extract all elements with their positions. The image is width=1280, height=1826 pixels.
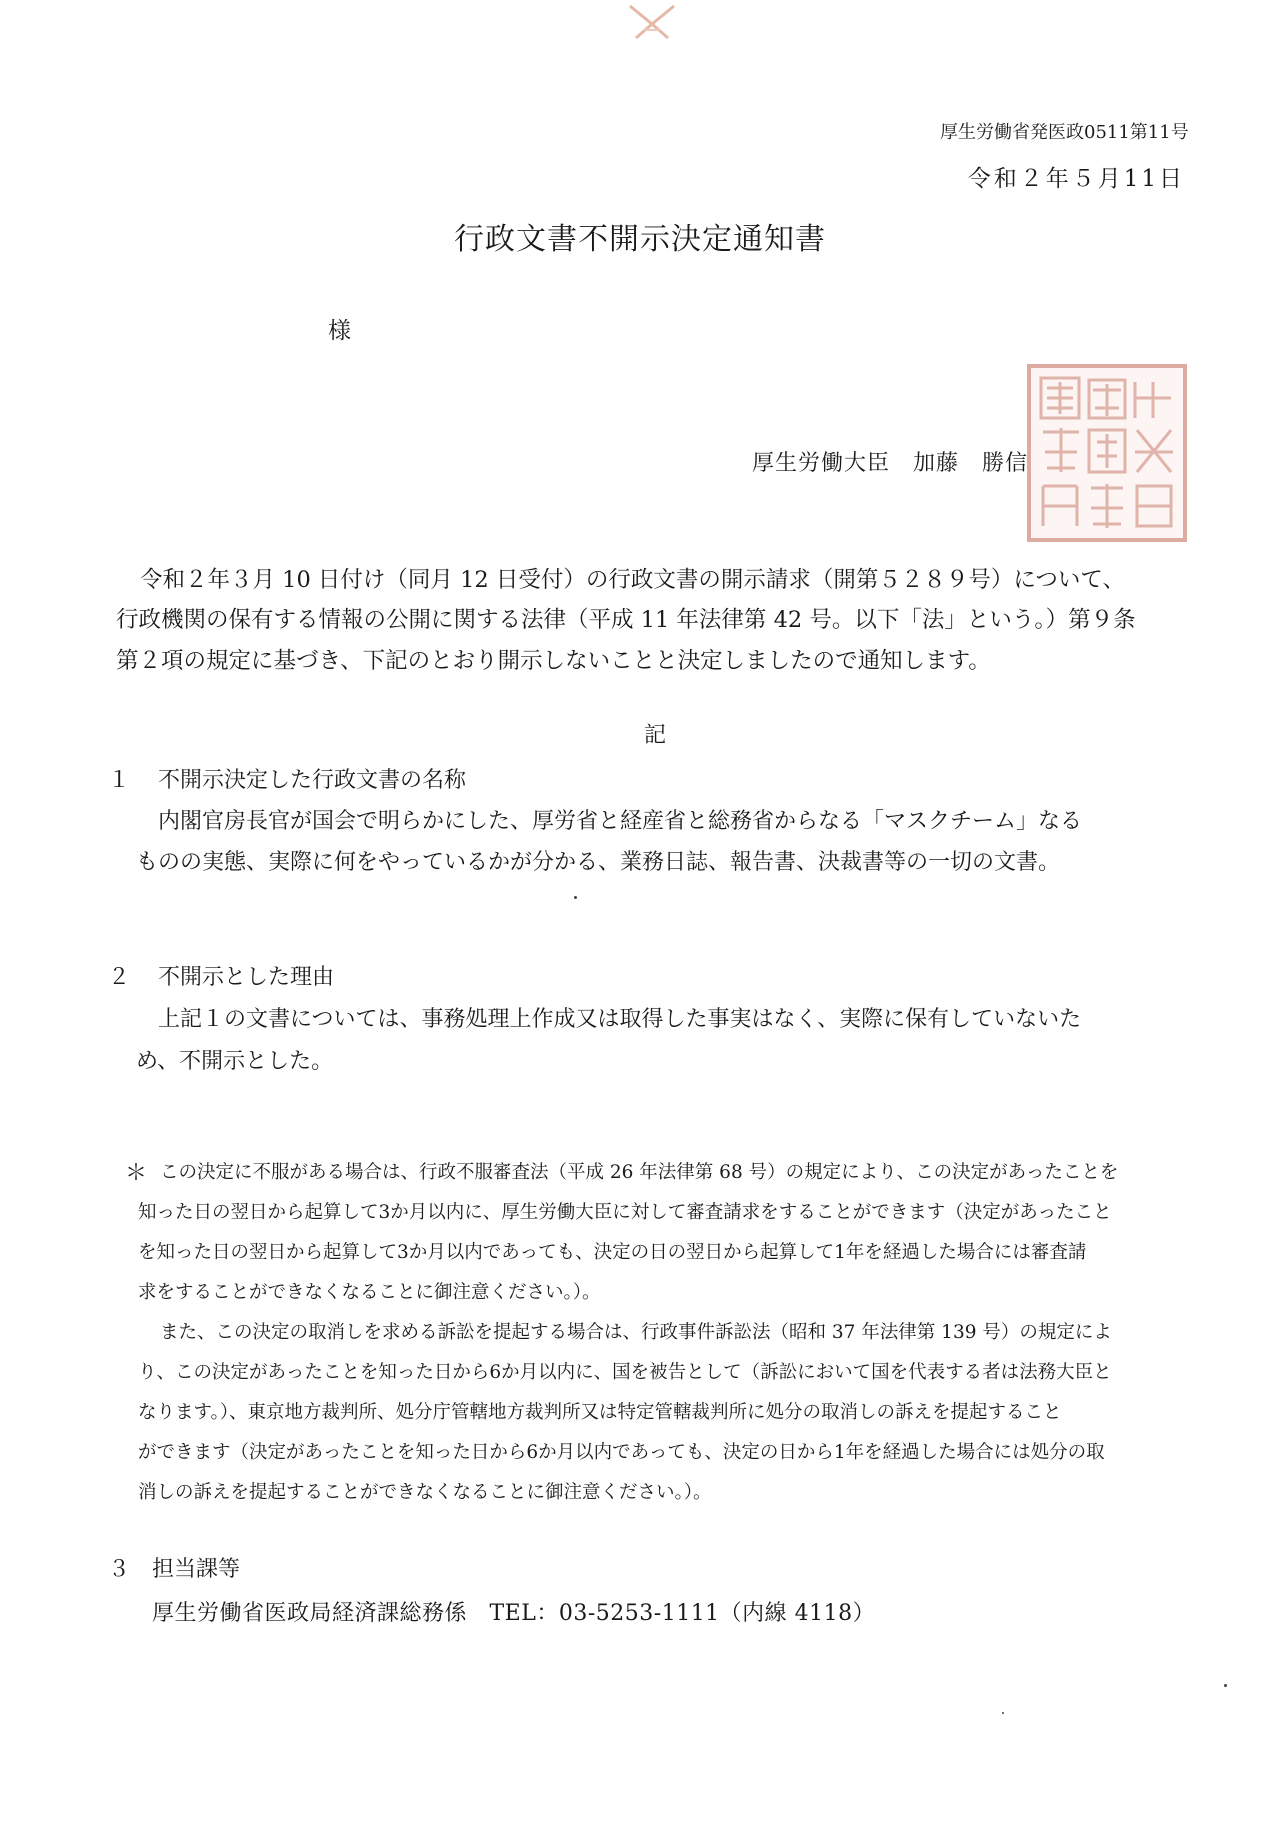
top-mark: [622, 0, 682, 42]
section-1-number: １: [108, 768, 131, 793]
intro-line-3: 第２項の規定に基づき、下記のとおり開示しないことと決定しましたので通知します。: [116, 648, 991, 674]
document-number: 厚生労働省発医政0511第11号: [940, 122, 1189, 143]
note-line-7: なります。）、東京地方裁判所、処分庁管轄地方裁判所又は特定管轄裁判所に処分の取消しの訴えを提起すること: [138, 1402, 1062, 1423]
official-seal: [1027, 364, 1187, 542]
section-1-heading: 不開示決定した行政文書の名称: [158, 768, 467, 793]
intro-line-2: 行政機関の保有する情報の公開に関する法律（平成 11 年法律第 42 号。以下「法」という。）第９条: [116, 607, 1136, 633]
section-1-line-2: ものの実態、実際に何をやっているかが分かる、業務日誌、報告書、決裁書等の一切の文書。: [136, 850, 1061, 875]
section-2-heading: 不開示とした理由: [158, 965, 335, 990]
note-line-3: を知った日の翌日から起算して3か月以内であっても、決定の日の翌日から起算して1年を経過した場合には審査請: [138, 1242, 1087, 1263]
note-line-5: また、この決定の取消しを求める訴訟を提起する場合は、行政事件訴訟法（昭和 37 年法律第 139 号）の規定によ: [160, 1322, 1112, 1343]
sender-name: 厚生労働大臣 加藤 勝信: [752, 451, 1029, 476]
scan-speck: [1224, 1684, 1227, 1687]
note-line-8: ができます（決定があったことを知った日から6か月以内であっても、決定の日から1年を経過した場合には処分の取: [138, 1442, 1105, 1463]
note-line-1: この決定に不服がある場合は、行政不服審査法（平成 26 年法律第 68 号）の規定により、この決定があったことを: [160, 1162, 1119, 1183]
section-2-line-2: め、不開示とした。: [136, 1049, 334, 1074]
intro-line-1: 令和２年３月 10 日付け（同月 12 日受付）の行政文書の開示請求（開第５２８９号）について、: [140, 567, 1125, 593]
note-line-4: 求をすることができなくなることに御注意ください。）。: [138, 1282, 601, 1303]
note-line-6: り、この決定があったことを知った日から6か月以内に、国を被告として（訴訟において国を代表する者は法務大臣と: [138, 1362, 1112, 1383]
scan-speck: [1002, 1712, 1004, 1714]
issue-date: 令和２年５月11日: [967, 166, 1185, 192]
note-asterisk: ＊: [125, 1161, 148, 1186]
document-title: 行政文書不開示決定通知書: [454, 222, 826, 257]
section-2-number: ２: [108, 965, 131, 990]
section-3-number: ３: [108, 1557, 131, 1582]
addressee: 様: [328, 318, 351, 344]
note-line-2: 知った日の翌日から起算して3か月以内に、厚生労働大臣に対して審査請求をすることができます（決定があったこと: [138, 1202, 1112, 1223]
note-line-9: 消しの訴えを提起することができなくなることに御注意ください。）。: [138, 1482, 712, 1503]
section-3-heading: 担当課等: [152, 1557, 241, 1582]
scan-speck: [574, 896, 577, 899]
section-1-line-1: 内閣官房長官が国会で明らかにした、厚労省と経産省と総務省からなる「マスクチーム」なる: [158, 809, 1083, 834]
contact-info: 厚生労働省医政局経済課総務係 TEL：03-5253-1111（内線 4118）: [152, 1601, 876, 1626]
section-2-line-1: 上記１の文書については、事務処理上作成又は取得した事実はなく、実際に保有していないた: [158, 1007, 1082, 1032]
ki-heading: 記: [643, 723, 666, 748]
